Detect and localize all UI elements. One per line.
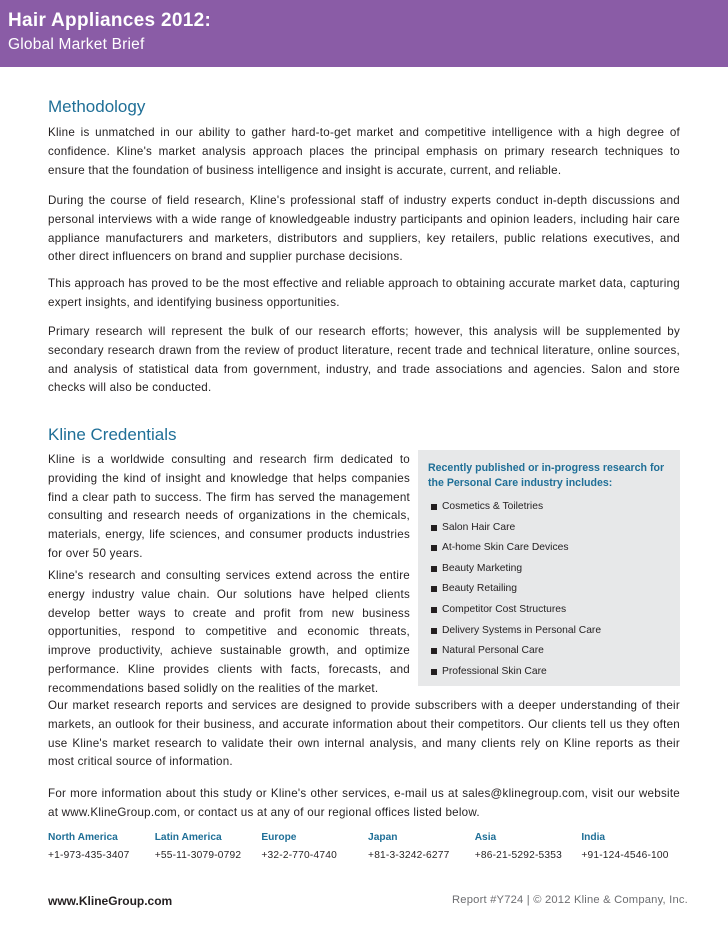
region-phone-asia: +86-21-5292-5353 (474, 850, 563, 861)
credentials-heading: Kline Credentials (48, 425, 177, 444)
research-list (418, 497, 680, 682)
list-item: Beauty Marketing (418, 559, 680, 580)
list-item: Competitor Cost Structures (418, 600, 680, 621)
region-phone-europe: +32-2-770-4740 (261, 850, 337, 861)
region-name-north-america: North America (48, 832, 118, 843)
region-phone-latin-america: +55-11-3079-0792 (154, 850, 242, 861)
region-name-india: India (581, 832, 606, 843)
region-name-europe: Europe (261, 832, 297, 843)
region-phone-north-america: +1-973-435-3407 (48, 850, 130, 861)
list-item: Cosmetics & Toiletries (418, 497, 680, 518)
credentials-paragraph-1: Kline is a worldwide consulting and research firm dedicated to providing the kind of insight and knowledge that helps companies find a clear path to success. The firm has served the management consulting and research needs of organizations in the chemicals, materials, energy, life sciences, and consumer products industries for over 50 years. (48, 453, 410, 560)
page-subtitle: Global Market Brief (8, 36, 145, 53)
list-item: Beauty Retailing (418, 579, 680, 600)
contact-paragraph: For more information about this study or Kline's other services, e-mail us at sales@klinegroup.com, visit our website at www.KlineGroup.com, or contact us at any of our regional offices listed below. (48, 787, 680, 819)
region-name-asia: Asia (474, 832, 497, 843)
footer-report-info: Report #Y724 | © 2012 Kline & Company, Inc. (452, 894, 688, 906)
methodology-paragraph-2: During the course of field research, Kline's professional staff of industry experts conduct in-depth discussions and personal interviews with a wide range of knowledgeable industry participants and opinion leaders, including hair care appliance manufacturers and marketers, distributors and suppliers, key retailers, public relations executives, and other direct influencers on brand and supplier purchase decisions. (48, 194, 680, 264)
regional-offices (48, 832, 688, 872)
research-box-heading: Recently published or in-progress research for the Personal Care industry includes: (428, 462, 665, 489)
credentials-paragraph-2: Kline's research and consulting services extend across the entire energy industry value chain. Our solutions have helped clients develop better ways to create and profit from new business opportunities, respond to competitive and economic threats, improve productivity, achieve sustainable growth, and optimize performance. Kline provides clients with facts, forecasts, and recommendations based solidly on the realities of the market. (48, 569, 410, 695)
region-name-japan: Japan (368, 832, 398, 843)
methodology-heading: Methodology (48, 97, 146, 116)
methodology-paragraph-4: Primary research will represent the bulk of our research efforts; however, this analysis will be supplemented by secondary research drawn from the review of product literature, recent trade and technical literature, online sources, and analysis of statistical data from government, industry, and trade associations and agencies. Salon and store checks will also be conducted. (48, 325, 680, 395)
list-item: Professional Skin Care (418, 662, 680, 683)
region-name-latin-america: Latin America (154, 832, 222, 843)
footer (40, 888, 688, 908)
list-item: Natural Personal Care (418, 641, 680, 662)
list-item: Salon Hair Care (418, 518, 680, 539)
region-phone-japan: +81-3-3242-6277 (368, 850, 450, 861)
list-item: Delivery Systems in Personal Care (418, 621, 680, 642)
header-banner (0, 0, 728, 67)
page-title: Hair Appliances 2012: (8, 10, 212, 31)
footer-website-link[interactable]: www.KlineGroup.com (48, 894, 173, 908)
methodology-paragraph-3: This approach has proved to be the most effective and reliable approach to obtaining accurate market data, capturing expert insights, and identifying business opportunities. (48, 277, 680, 309)
credentials-paragraph-3: Our market research reports and services are designed to provide subscribers with a deeper understanding of their markets, an outlook for their business, and accurate information about their competitors. Our clients tell us they often use Kline's market research to validate their own internal analysis, and many clients rely on Kline reports as their most critical source of information. (48, 699, 680, 769)
region-phone-india: +91-124-4546-100 (581, 850, 669, 861)
list-item: At-home Skin Care Devices (418, 538, 680, 559)
methodology-paragraph-1: Kline is unmatched in our ability to gather hard-to-get market and competitive intelligence with a high degree of confidence. Kline's market analysis approach places the principal emphasis on primary research techniques to ensure that the foundation of business intelligence and insight is accurate, current, and reliable. (48, 126, 680, 177)
